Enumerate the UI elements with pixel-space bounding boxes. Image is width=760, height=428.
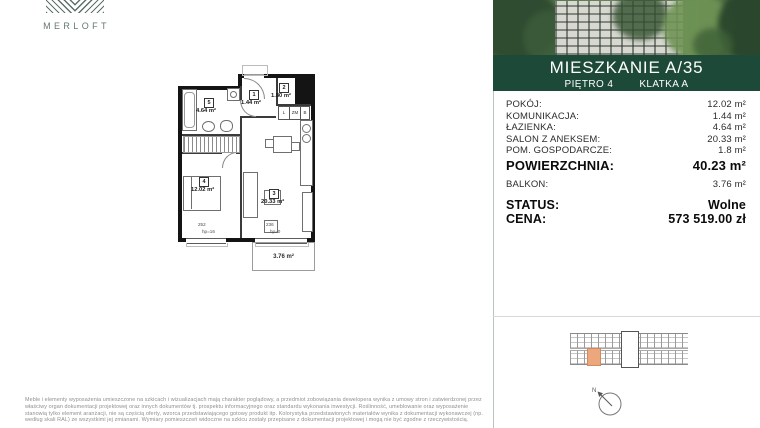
room-number-badge: 1 xyxy=(249,90,259,100)
balcony-outline xyxy=(252,242,315,271)
detail-value: 3.76 m² xyxy=(712,178,746,190)
disclaimer-line: stanowią tylko element aranżacji, nie są częścią oferty, wzorca przedstawiającego gotowy produkt itp. Kolorystyka przedstawionych materiałów wynika z dokumentacji wykonawczej (np. xyxy=(25,410,483,417)
detail-value: 1.8 m² xyxy=(718,145,746,156)
hatch-right xyxy=(75,0,104,13)
room-area-label: 4.64 m² xyxy=(196,108,216,114)
chair xyxy=(265,139,274,148)
balcony-row xyxy=(506,179,746,191)
room-area-label: 1.44 m² xyxy=(241,100,261,106)
wall-segment xyxy=(240,116,242,238)
total-area-row xyxy=(506,159,746,173)
detail-row xyxy=(506,145,746,157)
brand-logo xyxy=(38,0,112,31)
building-photo xyxy=(493,0,760,55)
room-area-label: 12.02 m² xyxy=(191,187,215,193)
window-sill xyxy=(186,243,228,247)
room-area-label: 1.80 m² xyxy=(271,93,291,99)
status-label: STATUS: xyxy=(506,198,560,212)
sink xyxy=(202,121,215,132)
overview-stairwell xyxy=(621,331,639,368)
detail-row xyxy=(506,134,746,146)
status-row xyxy=(506,198,746,212)
floor-label: PIĘTRO 4 xyxy=(564,79,614,90)
detail-value: 4.64 m² xyxy=(712,122,746,133)
price-label: CENA: xyxy=(506,212,547,226)
dimension-label: 236 xyxy=(266,222,274,227)
bedroom-door-arc xyxy=(222,152,237,168)
tree-image xyxy=(693,28,733,55)
balcony-area-label: 3.76 m² xyxy=(273,253,294,260)
compass-north-label: N xyxy=(592,388,597,394)
apartment-title: MIESZKANIE A/35 xyxy=(549,58,704,77)
legal-disclaimer xyxy=(25,397,490,424)
brand-chevron-icon xyxy=(46,0,104,13)
room-number-badge: 4 xyxy=(199,177,209,187)
detail-value: 20.33 m² xyxy=(707,133,746,145)
shaft-wall-block xyxy=(295,78,311,104)
detail-label: SALON Z ANEKSEM: xyxy=(506,133,601,145)
apartment-details xyxy=(506,99,746,226)
room-number-badge: 5 xyxy=(204,98,214,108)
price-value: 573 519.00 zł xyxy=(668,212,746,226)
compass-icon xyxy=(589,383,627,421)
utility-box: B xyxy=(300,106,310,120)
detail-label: BALKON: xyxy=(506,178,549,190)
hob xyxy=(302,134,311,143)
detail-label: ŁAZIENKA: xyxy=(506,122,556,133)
utility-box: ZM xyxy=(289,106,301,120)
wall-segment xyxy=(276,78,278,104)
toilet xyxy=(220,120,233,132)
floor-plan xyxy=(178,74,315,242)
hatch-left xyxy=(46,0,75,13)
dimension-label: hp=0 xyxy=(270,229,281,234)
apartment-banner xyxy=(493,55,760,91)
washing-machine-drum xyxy=(230,91,237,98)
wall-segment xyxy=(240,86,242,100)
bathtub-inner xyxy=(184,92,195,128)
highlighted-unit xyxy=(587,348,601,366)
staircase-label: KLATKA A xyxy=(639,79,689,90)
doormat xyxy=(242,65,268,76)
utility-box: L xyxy=(278,106,290,120)
detail-value: 12.02 m² xyxy=(707,99,746,110)
brand-name: MERLOFT xyxy=(43,21,110,31)
price-row xyxy=(506,212,746,226)
status-badge: Wolne xyxy=(707,198,746,212)
dimension-label: hp=16 xyxy=(202,229,215,234)
detail-value: 1.44 m² xyxy=(712,110,746,122)
dining-table xyxy=(273,136,292,153)
building-overview-plan xyxy=(570,333,688,365)
kitchen-sink xyxy=(302,124,311,133)
vertical-divider xyxy=(493,91,494,428)
detail-label: POWIERZCHNIA: xyxy=(506,157,615,173)
disclaimer-line: Meble i elementy wyposażenia umieszczone na szkicach i wizualizacjach mają charakter poglądowy, a przedmiot zobowiązania dewelopera wynika z umowy stron i zatwierdzonej przez xyxy=(25,397,482,403)
detail-label: POKÓJ: xyxy=(506,99,542,110)
detail-value: 40.23 m² xyxy=(692,157,746,173)
disclaimer-line: właściwy organ dokumentacji projektowej oraz innych dokumentów tj. prospektu informacyjnego oraz standardu wykonania inwestycji. Roślinność, umeblowanie oraz wyposażenie xyxy=(25,403,469,410)
wardrobe-hatch xyxy=(183,136,240,153)
room-area-label: 20.33 m² xyxy=(261,199,285,205)
chair xyxy=(291,142,300,151)
detail-label: KOMUNIKACJA: xyxy=(506,110,580,122)
tv-unit xyxy=(302,192,313,232)
sofa xyxy=(243,172,258,218)
horizontal-divider xyxy=(493,316,760,317)
disclaimer-line: według skali RAL) ze wszystkimi jej zmianami. Wymiary pomieszczeń widoczne na szkicu zostały przepisane z dokumentacji projektowej i mogą nie być zgodne z rzeczywistością. xyxy=(25,417,469,424)
detail-row xyxy=(506,111,746,123)
dimension-label: 252 xyxy=(198,222,206,227)
room-number-badge: 2 xyxy=(279,83,289,93)
room-number-badge: 3 xyxy=(269,189,279,199)
detail-label: POM. GOSPODARCZE: xyxy=(506,145,613,156)
detail-row xyxy=(506,122,746,134)
detail-row xyxy=(506,99,746,111)
wall-segment xyxy=(240,116,276,118)
